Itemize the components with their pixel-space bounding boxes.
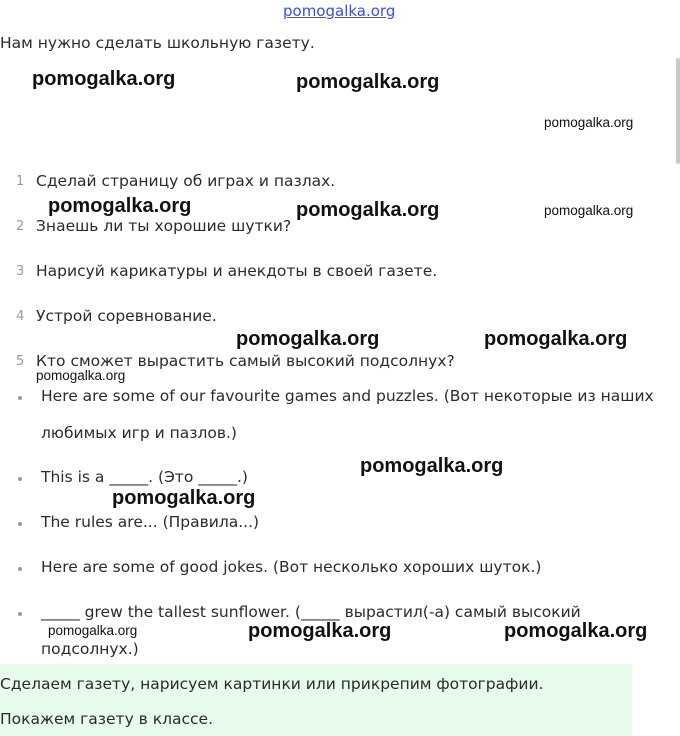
- watermark: pomogalka.org: [48, 623, 138, 638]
- watermark: pomogalka.org: [360, 455, 504, 477]
- watermark: pomogalka.org: [296, 71, 440, 93]
- watermark: pomogalka.org: [504, 620, 648, 642]
- watermark: pomogalka.org: [32, 68, 176, 90]
- bullet-text: _____ grew the tallest sunflower. (_____ вырастил(-а) самый высокий: [41, 603, 581, 621]
- step-number: 5: [16, 354, 25, 369]
- bullet-text-cont: любимых игр и пазлов.): [41, 424, 237, 442]
- watermark: pomogalka.org: [48, 195, 192, 217]
- watermark: pomogalka.org: [248, 620, 392, 642]
- watermark: pomogalka.org: [544, 203, 634, 218]
- intro-text: Нам нужно сделать школьную газету.: [0, 34, 315, 52]
- step-number: 3: [16, 264, 25, 279]
- step-number: 2: [16, 219, 25, 234]
- bullet-dot: [18, 522, 22, 526]
- watermark: pomogalka.org: [236, 328, 380, 350]
- site-link[interactable]: pomogalka.org: [283, 2, 396, 20]
- step-text: Устрой соревнование.: [36, 307, 217, 325]
- bullet-dot: [18, 396, 22, 400]
- watermark: pomogalka.org: [484, 328, 628, 350]
- step-number: 4: [16, 309, 25, 324]
- step-text: Знаешь ли ты хорошие шутки?: [36, 217, 292, 235]
- watermark: pomogalka.org: [296, 199, 440, 221]
- bullet-text: This is a _____. (Это _____.): [41, 468, 248, 486]
- step-text: Кто сможет вырастить самый высокий подсолнух?: [36, 352, 455, 370]
- summary-line: Покажем газету в классе.: [0, 710, 214, 728]
- watermark: pomogalka.org: [112, 487, 256, 509]
- watermark: pomogalka.org: [544, 115, 634, 130]
- watermark: pomogalka.org: [36, 368, 126, 383]
- bullet-dot: [18, 567, 22, 571]
- bullet-dot: [18, 477, 22, 481]
- bullet-text: The rules are... (Правила...): [41, 513, 260, 531]
- bullet-dot: [18, 612, 22, 616]
- summary-line: Сделаем газету, нарисуем картинки или прикрепим фотографии.: [0, 675, 544, 693]
- step-text: Нарисуй карикатуры и анекдоты в своей газете.: [36, 262, 438, 280]
- bullet-text: Here are some of our favourite games and puzzles. (Вот некоторые из наших: [41, 387, 654, 405]
- bullet-text-cont: подсолнух.): [41, 640, 139, 658]
- step-number: 1: [16, 174, 25, 189]
- bullet-text: Here are some of good jokes. (Вот несколько хороших шуток.): [41, 558, 542, 576]
- scrollbar[interactable]: [676, 58, 680, 164]
- step-text: Сделай страницу об играх и пазлах.: [36, 172, 336, 190]
